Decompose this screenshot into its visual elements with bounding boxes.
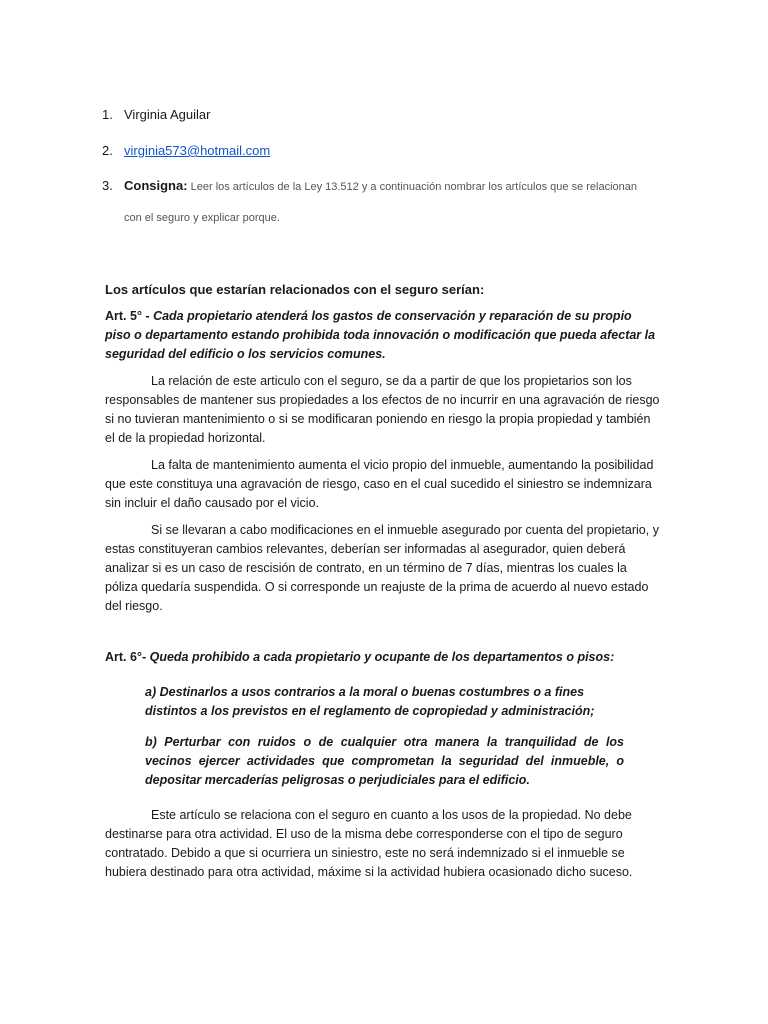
- paragraph: Este artículo se relaciona con el seguro en cuanto a los usos de la propiedad. No debe destinarse para otra actividad. El uso de la misma debe corresponderse con el tipo de seguro contratado. Debido a que si ocurriera un siniestro, este no será indemnizado si el inmueble se hubiera destinado para otra actividad, máxime si la actividad hubiera ocasionado dicho suceso.: [105, 808, 633, 879]
- article-5: [105, 307, 660, 364]
- list-item-name: [102, 107, 210, 123]
- author-name: Virginia Aguilar: [124, 107, 211, 122]
- consigna-label: Consigna:: [124, 178, 188, 193]
- list-number: 1.: [102, 107, 113, 122]
- numbered-list: [0, 0, 768, 240]
- article-6: [105, 648, 660, 667]
- email-link[interactable]: virginia573@hotmail.com: [124, 143, 271, 158]
- section-heading: Los artículos que estarían relacionados con el seguro serían:: [105, 282, 485, 297]
- article-text: Queda prohibido a cada propietario y ocupante de los departamentos o pisos:: [146, 650, 615, 664]
- list-number: 2.: [102, 143, 113, 158]
- consigna-text: Leer los artículos de la Ley 13.512 y a continuación nombrar los artículos que se relacionan: [187, 181, 637, 193]
- spacer: [105, 624, 660, 648]
- spacer: [105, 675, 660, 683]
- article-text: Cada propietario atenderá los gastos de conservación y reparación de su propio piso o departamento estando prohibida toda innovación o modificación que pueda afectar la seguridad del edificio o los servicios comunes.: [105, 309, 656, 361]
- article-label: Art. 5° -: [105, 309, 150, 323]
- article-6-item-b: b) Perturbar con ruidos o de cualquier otra manera la tranquilidad de los vecinos ejercer actividades que comprometan la seguridad del inmueble, o depositar mercaderías peligrosas o perjudiciales para el edificio.: [145, 735, 624, 787]
- paragraph: La relación de este articulo con el seguro, se da a partir de que los propietarios son los responsables de mantener sus propiedades a los efectos de no incurrir en una agravación de riesgo si no tuvieran mantenimiento o si se modificaran poniendo en riesgo la propia propiedad y también el de la propiedad horizontal.: [105, 374, 660, 445]
- document-body: [105, 280, 660, 890]
- consigna-continuation: con el seguro y explicar porque.: [124, 212, 280, 224]
- article-6-item-a: a) Destinarlos a usos contrarios a la moral o buenas costumbres o a fines distintos a los previstos en el reglamento de copropiedad y administración;: [145, 685, 595, 718]
- article-label: Art. 6°-: [105, 650, 147, 664]
- list-item-consigna: [102, 178, 637, 195]
- list-number: 3.: [102, 178, 113, 193]
- paragraph: La falta de mantenimiento aumenta el vicio propio del inmueble, aumentando la posibilidad que este constituya una agravación de riesgo, caso en el cual sucedido el siniestro se indemnizara sin incluir el daño causado por el vicio.: [105, 458, 654, 510]
- list-item-email: [102, 143, 270, 159]
- paragraph: Si se llevaran a cabo modificaciones en el inmueble asegurado por cuenta del propietario, y estas constituyeran cambios relevantes, deberían ser informadas al asegurador, quien deberá analizar si es un caso de rescisión de contrato, en un término de 7 días, mientras los cuales la póliza quedaría suspendida. O si corresponde un reajuste de la prima de acuerdo al nuevo estado del riesgo.: [105, 523, 659, 613]
